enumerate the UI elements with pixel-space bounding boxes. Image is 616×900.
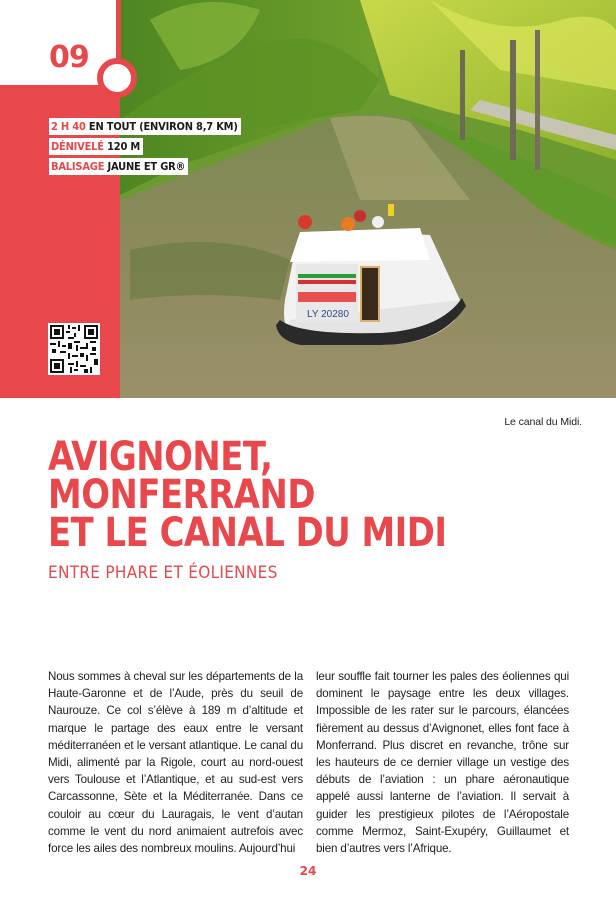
boat-plate: LY 20280 [307,309,349,320]
body-column-2: leur souffle fait tourner les pales des éoliennes qui dominent le paysage entre les deux villages. Impossible de les rater sur le parcours, élancées fièrement au dessus d’Avignonet, elles font face à Monferrand. Plus discret en revanche, trône sur les hauteurs de ce dernier village un vestige des débuts de l’aviation : un phare aéronautique appelé aussi lanterne de l’aviation. Il servait à guider les prestigieux pilotes de l’Aéropostale comme Mermoz, Saint-Exupéry, Guillaumet et bien d’autres vers l’Afrique. [316,670,569,856]
title-line: AVIGNONET, [48,434,273,480]
photo-caption: Le canal du Midi. [504,416,582,428]
info-elevation: DÉNIVELÉ 120 M [49,138,143,155]
ring-marker [97,58,137,98]
route-number: 09 [49,40,89,75]
title-line: ET LE CANAL DU MIDI [48,510,447,556]
page-number: 24 [299,864,317,878]
info-duration: 2 H 40 EN TOUT (ENVIRON 8,7 KM) [49,118,241,135]
red-divider [116,0,121,62]
title-line: MONFERRAND [48,472,315,518]
page-subtitle: ENTRE PHARE ET ÉOLIENNES [48,563,278,583]
info-markings: BALISAGE JAUNE ET GR® [49,158,188,175]
page-title [48,434,556,556]
route-info [49,118,241,178]
body-column-1: Nous sommes à cheval sur les départements de la Haute-Garonne et de l’Aude, près du seuil de Naurouze. Ce col s’élève à 189 m d’altitude et marque le partage des eaux entre le versant méditerranéen et le versant atlantique. Le canal du Midi, alimenté par la Rigole, court au nord-ouest vers Toulouse et l’Atlantique, et au sud-est vers Carcassonne, Sète et la Méditerranée. Dans ce couloir au cœur du Lauragais, le vent d’autan comme le vent du nord animaient autrefois avec force les ailes des nombreux moulins. Aujourd’hui [48,670,303,856]
qr-code[interactable] [48,323,100,375]
